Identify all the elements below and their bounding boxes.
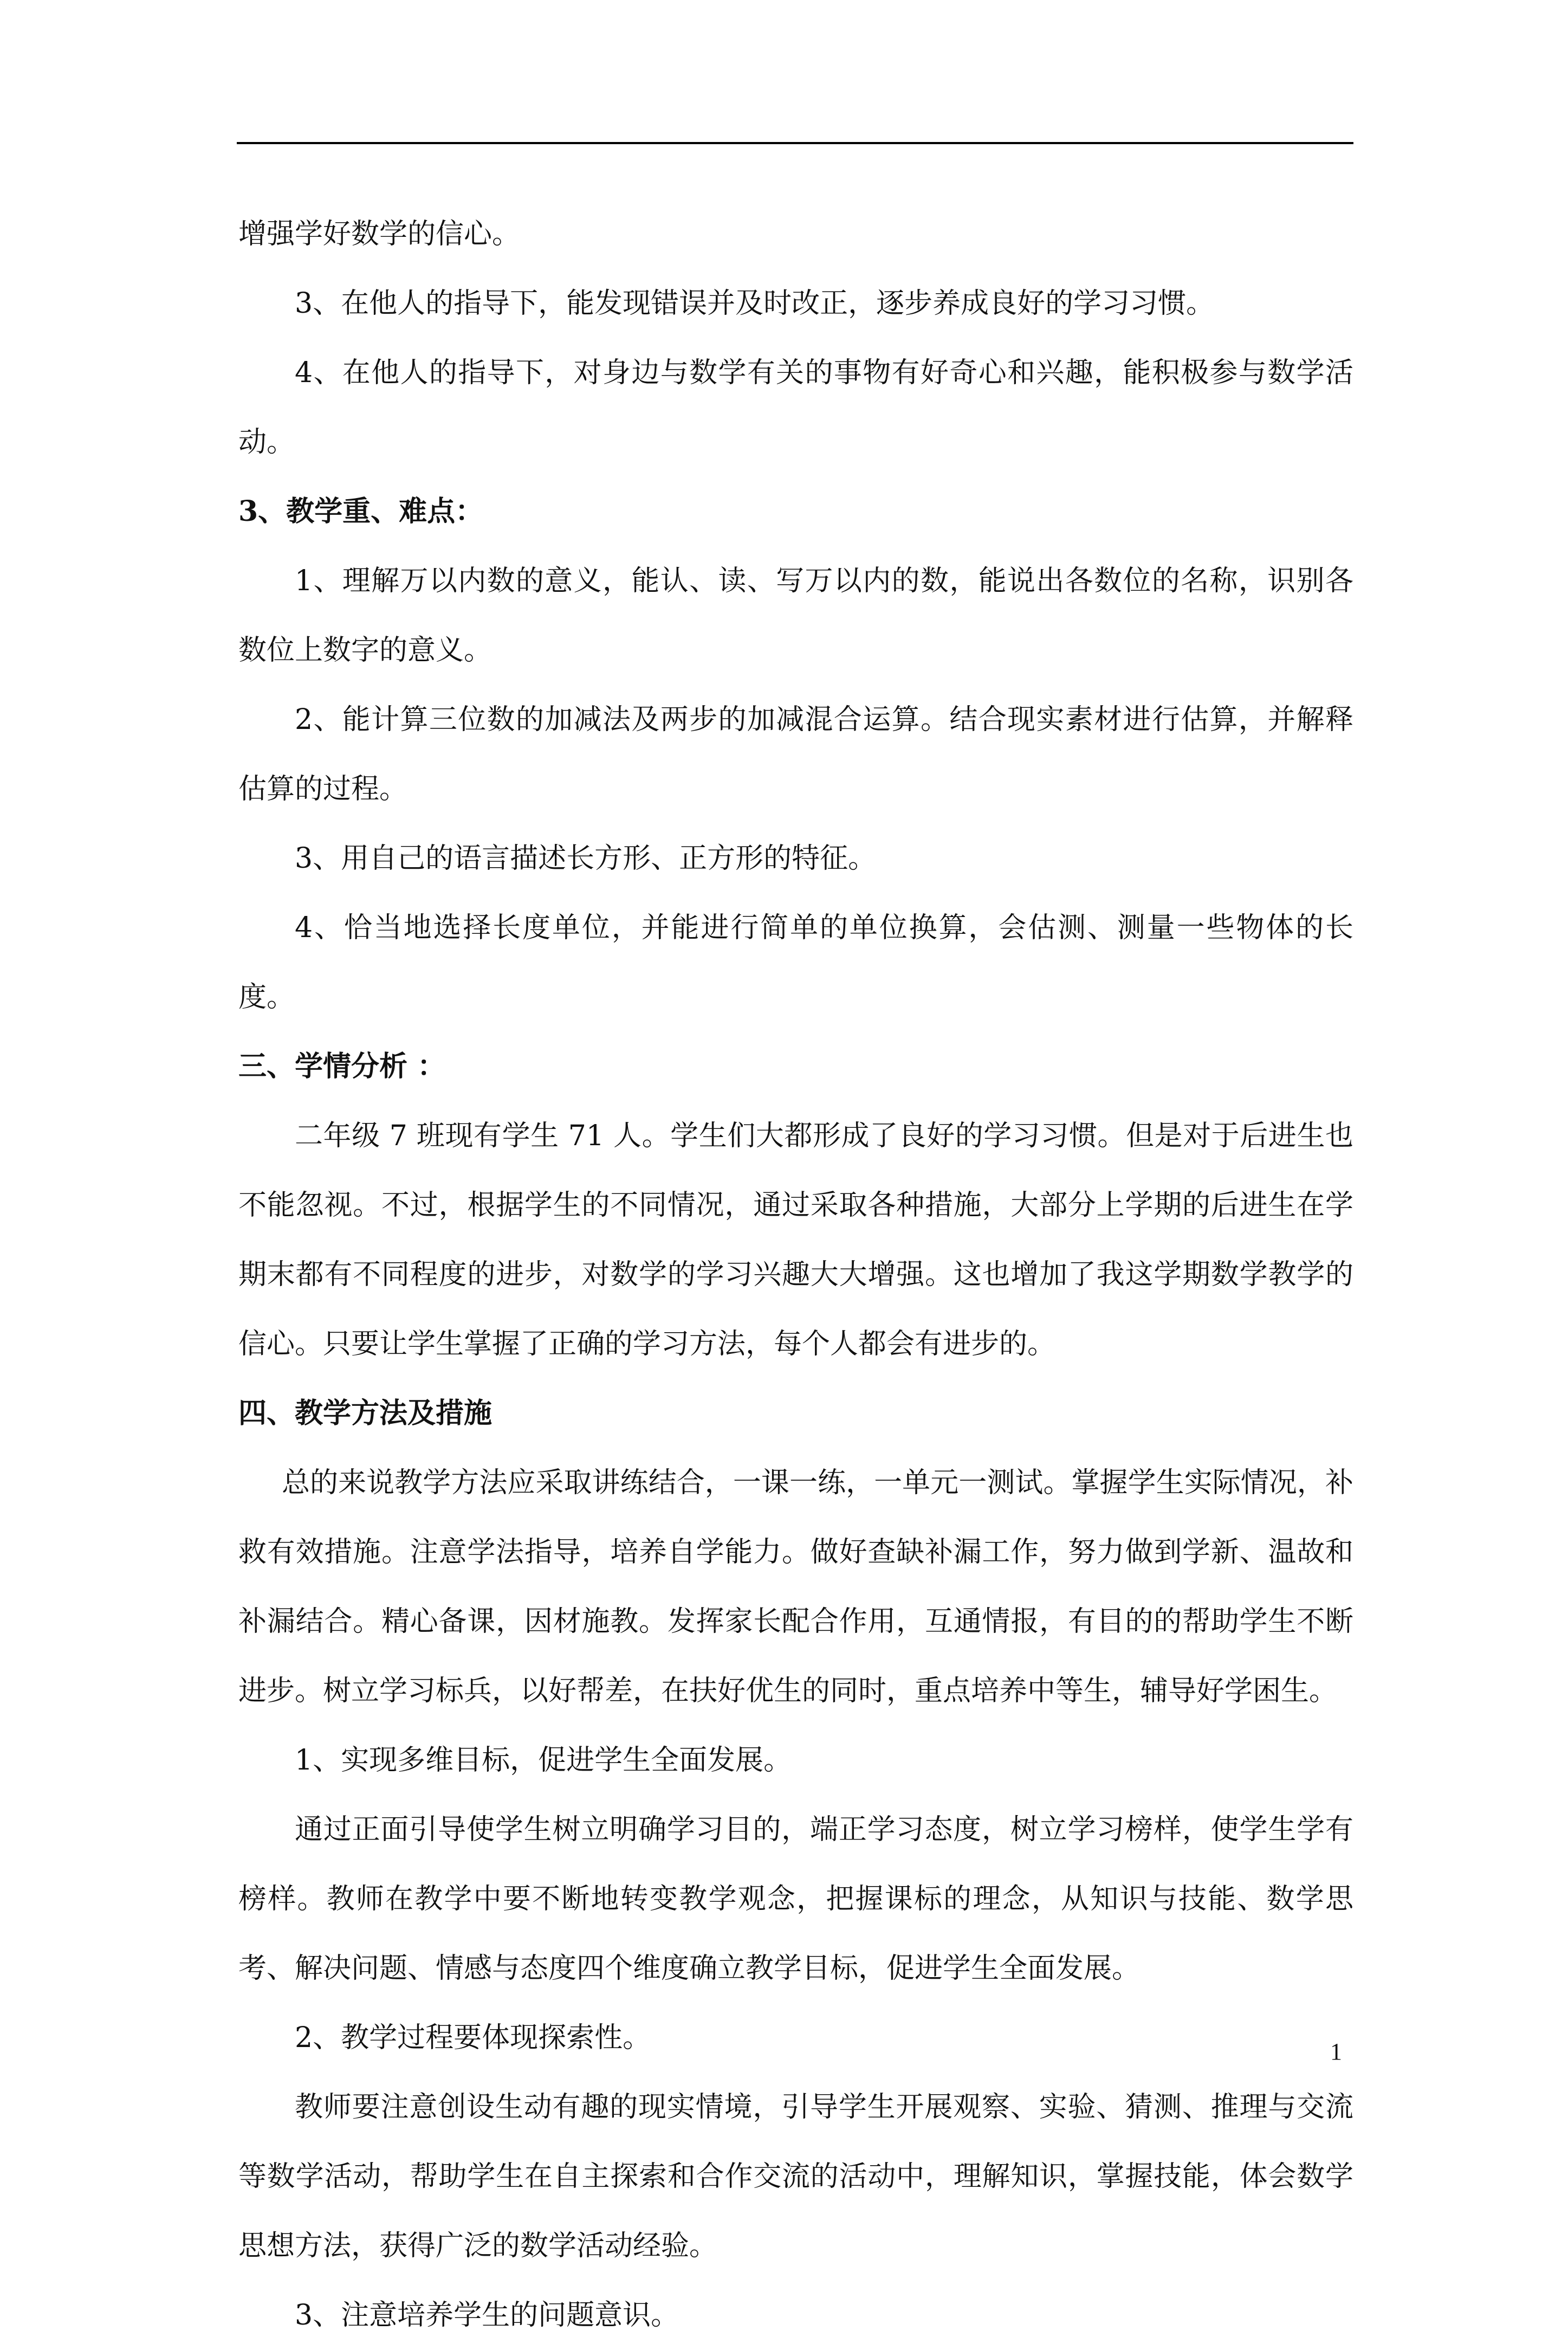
paragraph-goal-3: 3、在他人的指导下，能发现错误并及时改正，逐步养成良好的学习习惯。 bbox=[295, 287, 1215, 320]
paragraph-method-1-title: 1、实现多维目标，促进学生全面发展。 bbox=[295, 1744, 792, 1777]
heading-methods: 四、教学方法及措施 bbox=[238, 1397, 493, 1430]
paragraph-key-4: 4、恰当地选择长度单位，并能进行简单的单位换算，会估测、测量一些物体的长度。 bbox=[238, 912, 1353, 1013]
paragraph-method-1-body: 通过正面引导使学生树立明确学习目的，端正学习态度，树立学习榜样，使学生学有榜样。教师在教学中要不断地转变教学观念，把握课标的理念，从知识与技能、数学思考、解决问题、情感与态度四个维度确立教学目标，促进学生全面发展。 bbox=[238, 1813, 1353, 1985]
heading-analysis: 三、学情分析 ： bbox=[238, 1050, 446, 1083]
paragraph-methods: 总的来说教学方法应采取讲练结合，一课一练，一单元一测试。掌握学生实际情况，补救有效措施。注意学法指导，培养自学能力。做好查缺补漏工作，努力做到学新、温故和补漏结合。精心备课，因材施教。发挥家长配合作用，互通情报，有目的的帮助学生不断进步。树立学习标兵，以好帮差，在扶好优生的同时，重点培养中等生，辅导好学困生。 bbox=[238, 1467, 1353, 1707]
paragraph-key-1: 1、理解万以内数的意义，能认、读、写万以内的数，能说出各数位的名称，识别各数位上数字的意义。 bbox=[238, 565, 1353, 667]
paragraph-continuation: 增强学好数学的信心。 bbox=[238, 218, 521, 250]
body-text bbox=[238, 199, 1353, 2350]
paragraph-key-3: 3、用自己的语言描述长方形、正方形的特征。 bbox=[295, 842, 877, 875]
heading-key-points: 3、教学重、难点： bbox=[238, 495, 484, 528]
paragraph-method-2-title: 2、教学过程要体现探索性。 bbox=[295, 2022, 651, 2054]
paragraph-goal-4: 4、在他人的指导下，对身边与数学有关的事物有好奇心和兴趣，能积极参与数学活动。 bbox=[238, 357, 1353, 459]
paragraph-method-2-body: 教师要注意创设生动有趣的现实情境，引导学生开展观察、实验、猜测、推理与交流等数学活动，帮助学生在自主探索和合作交流的活动中，理解知识，掌握技能，体会数学思想方法，获得广泛的数学活动经验。 bbox=[238, 2091, 1353, 2262]
header-rule bbox=[237, 142, 1353, 144]
paragraph-method-3-title: 3、注意培养学生的问题意识。 bbox=[295, 2299, 679, 2332]
paragraph-analysis: 二年级 7 班现有学生 71 人。学生们大都形成了良好的学习习惯。但是对于后进生也不能忽视。不过，根据学生的不同情况，通过采取各种措施，大部分上学期的后进生在学期末都有不同程度的进步，对数学的学习兴趣大大增强。这也增加了我这学期数学教学的信心。只要让学生掌握了正确的学习方法，每个人都会有进步的。 bbox=[238, 1120, 1353, 1360]
page-number: 1 bbox=[1330, 2038, 1342, 2065]
paragraph-key-2: 2、能计算三位数的加减法及两步的加减混合运算。结合现实素材进行估算，并解释估算的过程。 bbox=[238, 703, 1353, 805]
